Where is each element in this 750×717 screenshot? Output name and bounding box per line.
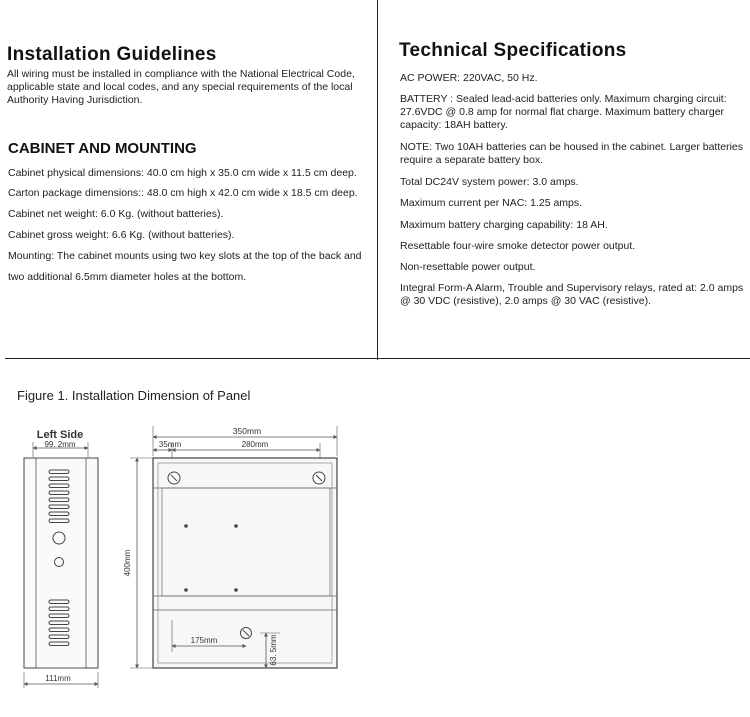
specs-title: Technical Specifications bbox=[399, 40, 627, 61]
cabinet-heading: CABINET AND MOUNTING bbox=[8, 140, 197, 157]
cabinet-line: two additional 6.5mm diameter holes at the bottom. bbox=[8, 271, 247, 283]
spec-item: Maximum current per NAC: 1.25 amps. bbox=[400, 197, 583, 209]
spec-item: NOTE: Two 10AH batteries can be housed in the cabinet. Larger batteries require a separate battery box. bbox=[400, 141, 744, 166]
cabinet-line: Mounting: The cabinet mounts using two key slots at the top of the back and bbox=[8, 250, 362, 262]
spec-item: AC POWER: 220VAC, 50 Hz. bbox=[400, 72, 538, 84]
bottom-offset-dim-label: 175mm bbox=[190, 636, 218, 645]
spec-item: BATTERY : Sealed lead-acid batteries only. Maximum charging circuit: 27.6VDC @ 0.8 amp for normal flat charge. Maximum battery charger capacity: 18AH battery. bbox=[400, 93, 727, 131]
column-divider bbox=[377, 0, 378, 360]
height-dim-label: 400mm bbox=[123, 549, 132, 577]
left-side-label: Left Side bbox=[36, 429, 84, 441]
key-slot-right bbox=[313, 472, 325, 484]
figure-caption: Figure 1. Installation Dimension of Panel bbox=[17, 388, 251, 403]
offset-dim-label: 35mm bbox=[158, 440, 182, 449]
side-bottom-dim-label: 111mm bbox=[45, 674, 71, 683]
bottom-hole-dim-label: 63. 5mm bbox=[269, 634, 278, 666]
spec-item: Resettable four-wire smoke detector power output. bbox=[400, 240, 636, 252]
side-top-dim-label: 99. 2mm bbox=[44, 440, 76, 449]
bottom-mounting-hole bbox=[241, 628, 252, 639]
side-panel-outline bbox=[24, 458, 98, 668]
spec-item: Maximum battery charging capability: 18 AH. bbox=[400, 219, 608, 231]
spec-item: Non-resettable power output. bbox=[400, 261, 536, 273]
key-slot-left bbox=[168, 472, 180, 484]
cabinet-line: Cabinet net weight: 6.0 Kg. (without batteries). bbox=[8, 208, 224, 220]
spec-item: Integral Form-A Alarm, Trouble and Supervisory relays, rated at: 2.0 amps @ 30 VDC (resistive), 2.0 amps @ 30 VAC (resistive). bbox=[400, 282, 744, 307]
section-divider bbox=[5, 358, 750, 359]
cabinet-line: Cabinet physical dimensions: 40.0 cm high x 35.0 cm wide x 11.5 cm deep. bbox=[8, 167, 357, 179]
hole-spacing-dim-label: 280mm bbox=[241, 440, 269, 449]
total-width-dim-label: 350mm bbox=[232, 426, 262, 436]
cabinet-line: Cabinet gross weight: 6.6 Kg. (without batteries). bbox=[8, 229, 235, 241]
installation-intro: All wiring must be installed in compliance with the National Electrical Code, applicable state and local codes, and any special requirements of the local Authority Having Jurisdiction. bbox=[7, 68, 355, 106]
spec-item: Total DC24V system power: 3.0 amps. bbox=[400, 176, 579, 188]
installation-dimension-drawing bbox=[0, 410, 750, 717]
cabinet-line: Carton package dimensions:: 48.0 cm high x 42.0 cm wide x 18.5 cm deep. bbox=[8, 187, 358, 199]
installation-title: Installation Guidelines bbox=[7, 44, 217, 65]
